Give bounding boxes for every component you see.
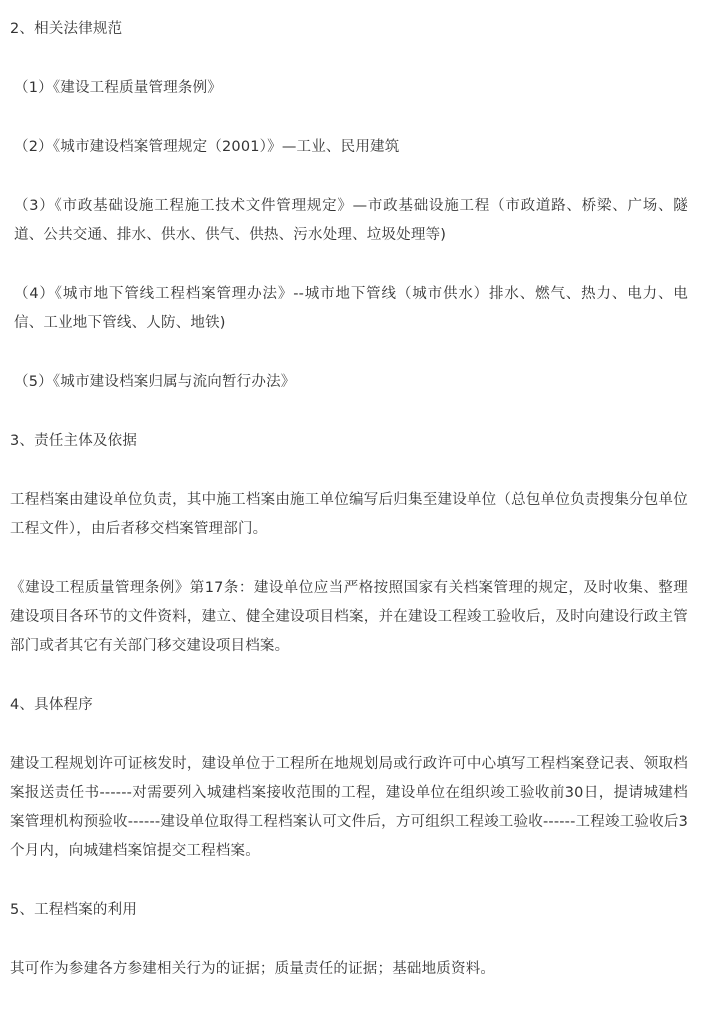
- regulation-item-5: （5）《城市建设档案归属与流向暂行办法》: [14, 374, 296, 390]
- regulation-item-1: （1）《建设工程质量管理条例》: [14, 80, 222, 96]
- section-heading-usage: 5、工程档案的利用: [10, 902, 138, 918]
- section-heading-responsibility: 3、责任主体及依据: [10, 433, 138, 449]
- section-heading-regulations: 2、相关法律规范: [10, 21, 123, 37]
- regulation-item-3: （3）《市政基础设施工程施工技术文件管理规定》—市政基础设施工程（市政道路、桥梁、广场、隧道、公共交通、排水、供水、供气、供热、污水处理、垃圾处理等): [14, 198, 688, 243]
- section-heading-procedure: 4、具体程序: [10, 697, 93, 713]
- document-body: [10, 15, 688, 1014]
- procedure-paragraph: 建设工程规划许可证核发时，建设单位于工程所在地规划局或行政许可中心填写工程档案登记表、领取档案报送责任书------对需要列入城建档案接收范围的工程，建设单位在组织竣工验收前30日，提请城建档案管理机构预验收------建设单位取得工程档案认可文件后，方可组织工程竣工验收------工程竣工验收后3个月内，向城建档案馆提交工程档案。: [10, 756, 688, 859]
- responsibility-paragraph-2: 《建设工程质量管理条例》第17条：建设单位应当严格按照国家有关档案管理的规定，及时收集、整理建设项目各环节的文件资料，建立、健全建设项目档案，并在建设工程竣工验收后，及时向建设行政主管部门或者其它有关部门移交建设项目档案。: [10, 580, 688, 654]
- responsibility-paragraph-1: 工程档案由建设单位负责，其中施工档案由施工单位编写后归集至建设单位（总包单位负责搜集分包单位工程文件），由后者移交档案管理部门。: [10, 492, 688, 537]
- regulation-item-2: （2）《城市建设档案管理规定（2001）》—工业、民用建筑: [14, 139, 400, 155]
- usage-paragraph: 其可作为参建各方参建相关行为的证据；质量责任的证据；基础地质资料。: [10, 961, 496, 977]
- regulation-item-4: （4）《城市地下管线工程档案管理办法》--城市地下管线（城市供水）排水、燃气、热力、电力、电信、工业地下管线、人防、地铁): [14, 286, 688, 331]
